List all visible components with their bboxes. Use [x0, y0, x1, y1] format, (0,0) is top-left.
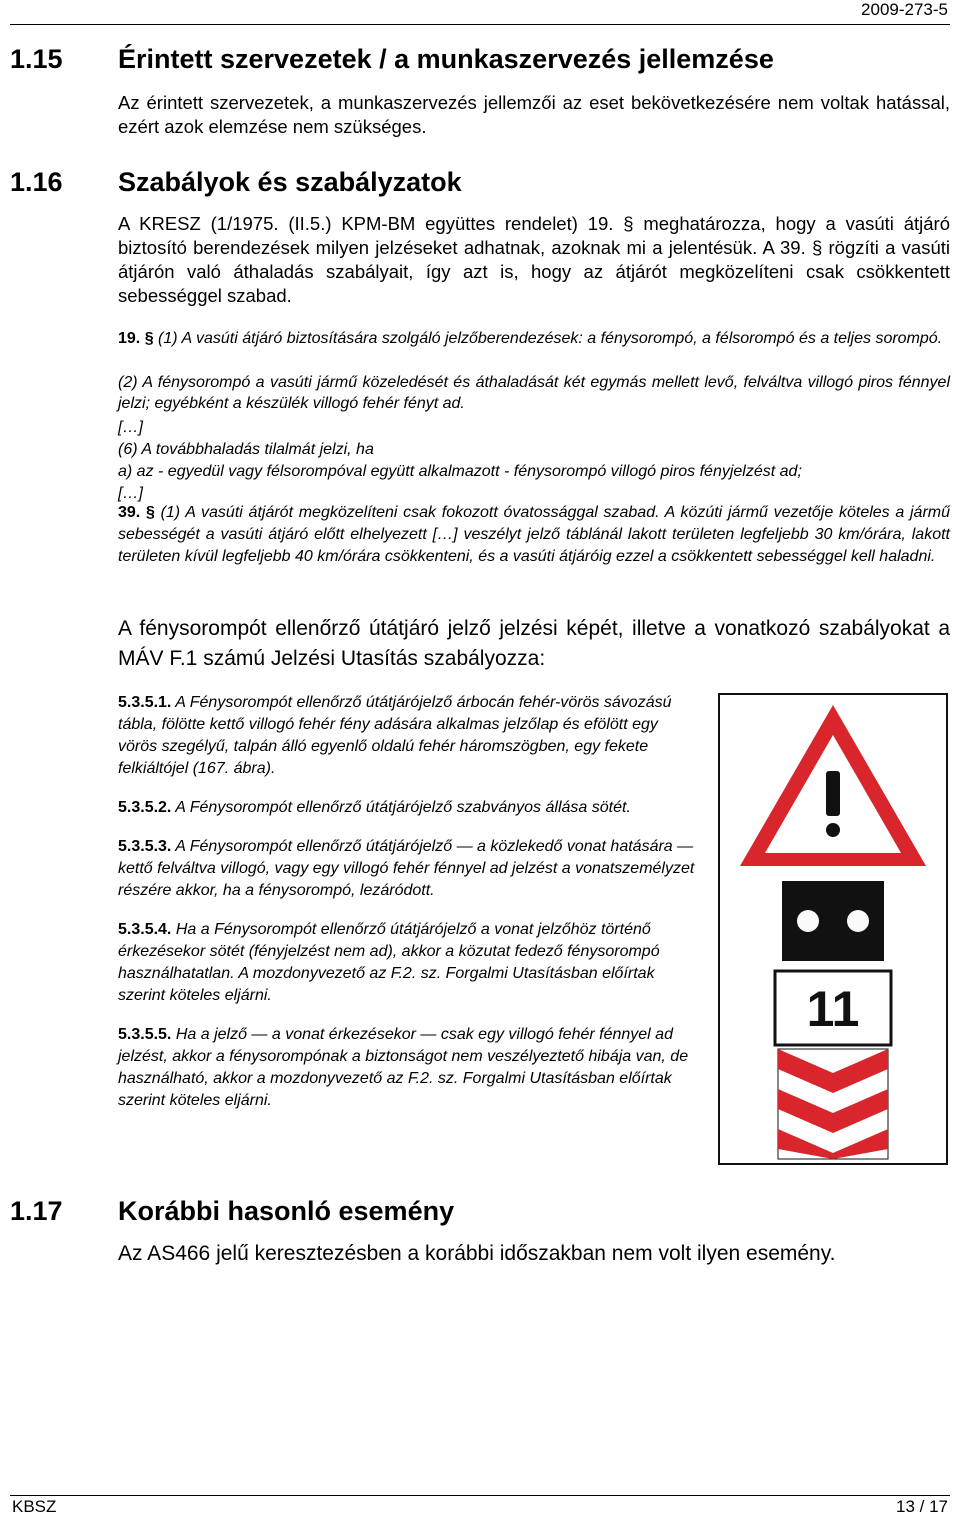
- mav-rules-intro: A fénysorompót ellenőrző útátjáró jelző jelzési képét, illetve a vonatkozó szabályokat a MÁV F.1 számú Jelzési Utasítás szabályozza:: [118, 617, 950, 670]
- rule-text: Ha a jelző — a vonat érkezésekor — csak egy villogó fehér fénnyel ad jelzést, akkor a fénysorompónak a biztonságot nem veszélyeztető hibája van, de használható, akkor a mozdonyvezető az F.2. sz. Forgalmi Utasításban előírtak szerint köteles eljárni.: [118, 1026, 689, 1109]
- rule-number: 5.3.5.3.: [118, 838, 172, 855]
- exclamation-dot-icon: [826, 823, 840, 837]
- section-number: 1.15: [10, 44, 63, 74]
- rule-text: A Fénysorompót ellenőrző útátjárójelző árbocán fehér-vörös sávozású tábla, fölötte kettő villogó fehér fény adására alkalmas jelzőlap és efölött egy vörös szegélyű, talpán álló egyenlő oldalú fehér háromszögben, egy fekete felkiáltójel (167. ábra).: [118, 694, 672, 777]
- kresz-19-paragraph-2: (2) A fénysorompó a vasúti jármű közeledését és áthaladását két egymás mellett levő, felváltva villogó piros fénnyel jelzi; egyébként a készülék villogó fehér fényt ad.: [118, 374, 950, 412]
- rule-item: [118, 919, 700, 1007]
- rule-number: 5.3.5.5.: [118, 1026, 172, 1043]
- rule-item: [118, 692, 700, 780]
- rule-item: [118, 836, 700, 902]
- footer-organization: KBSZ: [12, 1497, 57, 1516]
- section-1-17-heading: [10, 1196, 950, 1230]
- section-title: Korábbi hasonló esemény: [118, 1196, 455, 1226]
- level-crossing-signal-figure: [718, 693, 948, 1165]
- paragraph-number: 39. §: [118, 504, 155, 521]
- paragraph-text: (1) A vasúti átjárót megközelíteni csak fokozott óvatossággal szabad. A közúti jármű vezetője köteles a jármű sebességét a vasúti átjáró előtt elhelyezett […] veszélyt jelző táblánál lakott területen legfeljebb 30 km/órára, lakott területen kívül legfeljebb 40 km/órára csökkenteni, és a vasúti átjáróig ezzel a csökkentett sebességgel kell haladni.: [118, 504, 950, 565]
- section-title: Szabályok és szabályzatok: [118, 167, 462, 197]
- rule-number: 5.3.5.2.: [118, 799, 172, 816]
- document-id: 2009-273-5: [861, 0, 948, 19]
- section-1-16-heading: [10, 167, 950, 201]
- rule-text: Ha a Fénysorompót ellenőrző útátjárójelző a vonat jelzőhöz történő érkezésekor sötét (fényjelzést nem ad), akkor a közutat fedező fénysorompó használhatatlan. A mozdonyvezető az F.2. sz. Forgalmi Utasításban előírtak szerint köteles eljárni.: [118, 921, 660, 1004]
- rule-item: [118, 797, 700, 819]
- section-number: 1.17: [10, 1196, 63, 1226]
- white-lamp-left: [797, 910, 819, 932]
- kresz-19-paragraph-6: (6) A továbbhaladás tilalmát jelzi, ha: [118, 441, 374, 458]
- kresz-19-paragraph-6a: a) az - egyedül vagy félsorompóval együtt alkalmazott - fénysorompó villogó piros fényjelzést ad;: [118, 463, 802, 480]
- kresz-19-paragraph-1: [118, 328, 950, 349]
- rule-text: A Fénysorompót ellenőrző útátjárójelző szabványos állása sötét.: [175, 799, 631, 816]
- paragraph-number: 19. §: [118, 330, 154, 347]
- ellipsis: […]: [118, 419, 143, 436]
- paragraph-text: (1) A vasúti átjáró biztosítására szolgáló jelzőberendezések: a fénysorompó, a félsorompó és a teljes sorompó.: [158, 330, 943, 347]
- footer-rule: [10, 1495, 950, 1496]
- rule-item: [118, 1024, 700, 1112]
- exclamation-icon: [826, 771, 840, 816]
- section-1-16-intro: A KRESZ (1/1975. (II.5.) KPM-BM együttes rendelet) 19. § meghatározza, hogy a vasúti átjáró biztosító berendezések milyen jelzéseket adhatnak, azoknak mi a jelentésük. A 39. § rögzíti a vasúti átjárón való áthaladás szabályait, így azt is, hogy az átjárót megközelíteni csak csökkentett sebességgel szabad.: [118, 213, 950, 306]
- rule-number: 5.3.5.1.: [118, 694, 172, 711]
- header-rule: [10, 24, 950, 25]
- section-1-15-heading: [10, 44, 950, 78]
- mav-rules-list: [118, 692, 700, 1112]
- section-number: 1.16: [10, 167, 63, 197]
- kresz-39-paragraph: [118, 502, 950, 568]
- rule-number: 5.3.5.4.: [118, 921, 172, 938]
- section-title: Érintett szervezetek / a munkaszervezés jellemzése: [118, 44, 774, 74]
- rule-text: A Fénysorompót ellenőrző útátjárójelző — a közlekedő vonat hatására — kettő felváltva villogó, vagy egy villogó fehér fénnyel ad jelzést a vonatszemélyzet részére akkor, ha a fénysorompó, lezáródott.: [118, 838, 695, 899]
- ellipsis: […]: [118, 485, 143, 502]
- section-1-17-body: Az AS466 jelű keresztezésben a korábbi időszakban nem volt ilyen esemény.: [118, 1242, 836, 1265]
- page-number: 13 / 17: [896, 1497, 948, 1516]
- section-1-15-body: Az érintett szervezetek, a munkaszervezés jellemzői az eset bekövetkezésére nem voltak hatással, ezért azok elemzése nem szükséges.: [118, 92, 950, 137]
- signal-number: 11: [806, 981, 860, 1037]
- white-lamp-right: [847, 910, 869, 932]
